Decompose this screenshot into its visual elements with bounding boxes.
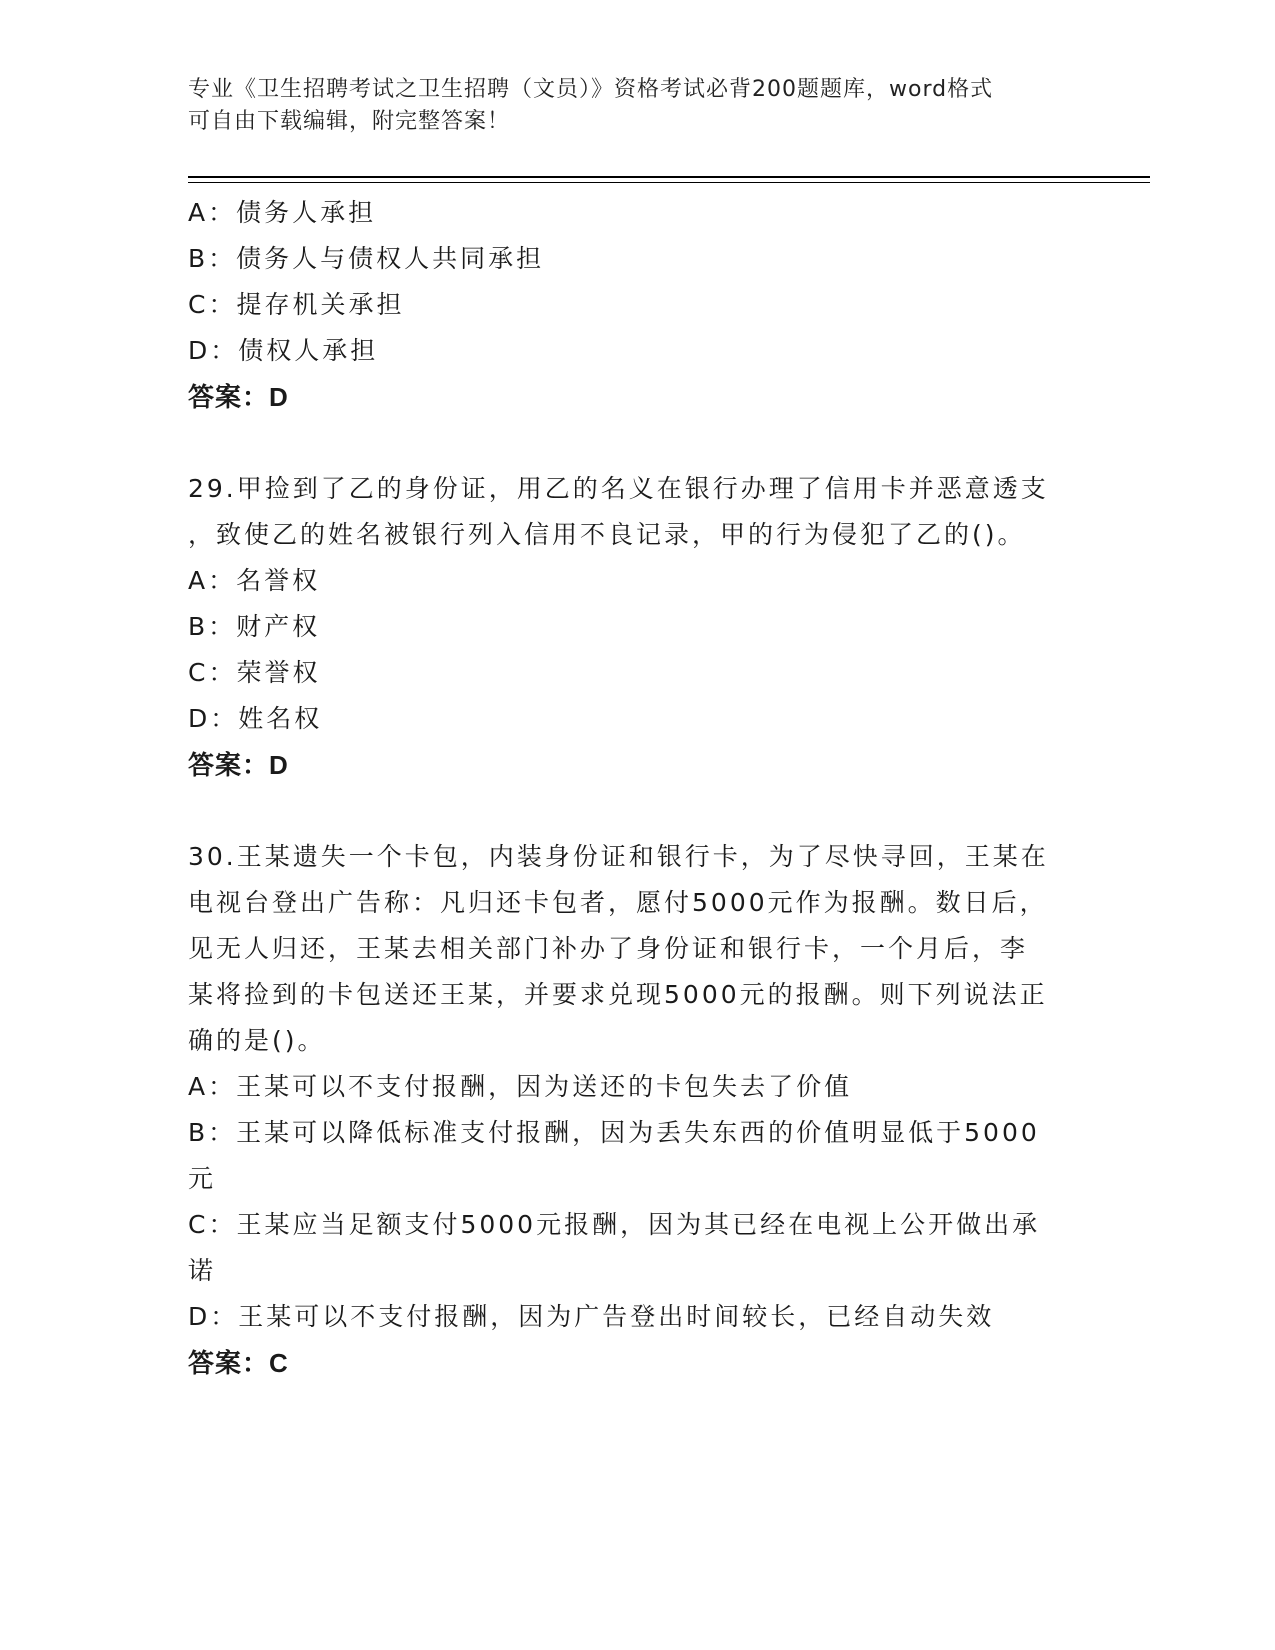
spacer — [188, 788, 1088, 834]
question-list — [188, 190, 1088, 1386]
question-stem-line: 确的是()。 — [188, 1026, 326, 1055]
header-rule-thin — [188, 182, 1150, 183]
question-block — [188, 466, 1088, 788]
option-b: B：王某可以降低标准支付报酬，因为丢失东西的价值明显低于5000 — [188, 1118, 1040, 1147]
option-d: D：王某可以不支付报酬，因为广告登出时间较长，已经自动失效 — [188, 1302, 995, 1331]
question-stem-line: 某将捡到的卡包送还王某，并要求兑现5000元的报酬。则下列说法正 — [188, 980, 1048, 1009]
option-c: C：提存机关承担 — [188, 290, 405, 319]
option-b: B：财产权 — [188, 612, 321, 641]
option-b-continued: 元 — [188, 1164, 217, 1193]
spacer — [188, 420, 1088, 466]
header-line-1: 专业《卫生招聘考试之卫生招聘（文员）》资格考试必背200题题库，word格式 — [188, 77, 994, 102]
question-block — [188, 190, 1088, 420]
option-c: C：王某应当足额支付5000元报酬，因为其已经在电视上公开做出承 — [188, 1210, 1041, 1239]
answer-line: 答案：D — [188, 382, 289, 412]
option-d: D：姓名权 — [188, 704, 323, 733]
option-a: A：债务人承担 — [188, 198, 377, 227]
option-c-continued: 诺 — [188, 1256, 217, 1285]
question-stem-line: 30.王某遗失一个卡包，内装身份证和银行卡，为了尽快寻回，王某在 — [188, 842, 1049, 871]
header-rule-thick — [188, 176, 1150, 178]
option-d: D：债权人承担 — [188, 336, 379, 365]
question-stem-line: 见无人归还，王某去相关部门补办了身份证和银行卡，一个月后，李 — [188, 934, 1029, 963]
question-stem-line: 电视台登出广告称：凡归还卡包者，愿付5000元作为报酬。数日后， — [188, 888, 1048, 917]
answer-line: 答案：D — [188, 750, 289, 780]
option-a: A：名誉权 — [188, 566, 321, 595]
answer-line: 答案：C — [188, 1348, 289, 1378]
option-c: C：荣誉权 — [188, 658, 321, 687]
question-block — [188, 834, 1088, 1386]
header-line-2: 可自由下载编辑，附完整答案！ — [188, 109, 511, 134]
question-stem-line: 29.甲捡到了乙的身份证，用乙的名义在银行办理了信用卡并恶意透支 — [188, 474, 1049, 503]
option-b: B：债务人与债权人共同承担 — [188, 244, 545, 273]
document-header — [188, 74, 1068, 138]
option-a: A：王某可以不支付报酬，因为送还的卡包失去了价值 — [188, 1072, 853, 1101]
question-stem-line: ，致使乙的姓名被银行列入信用不良记录，甲的行为侵犯了乙的()。 — [188, 520, 1026, 549]
